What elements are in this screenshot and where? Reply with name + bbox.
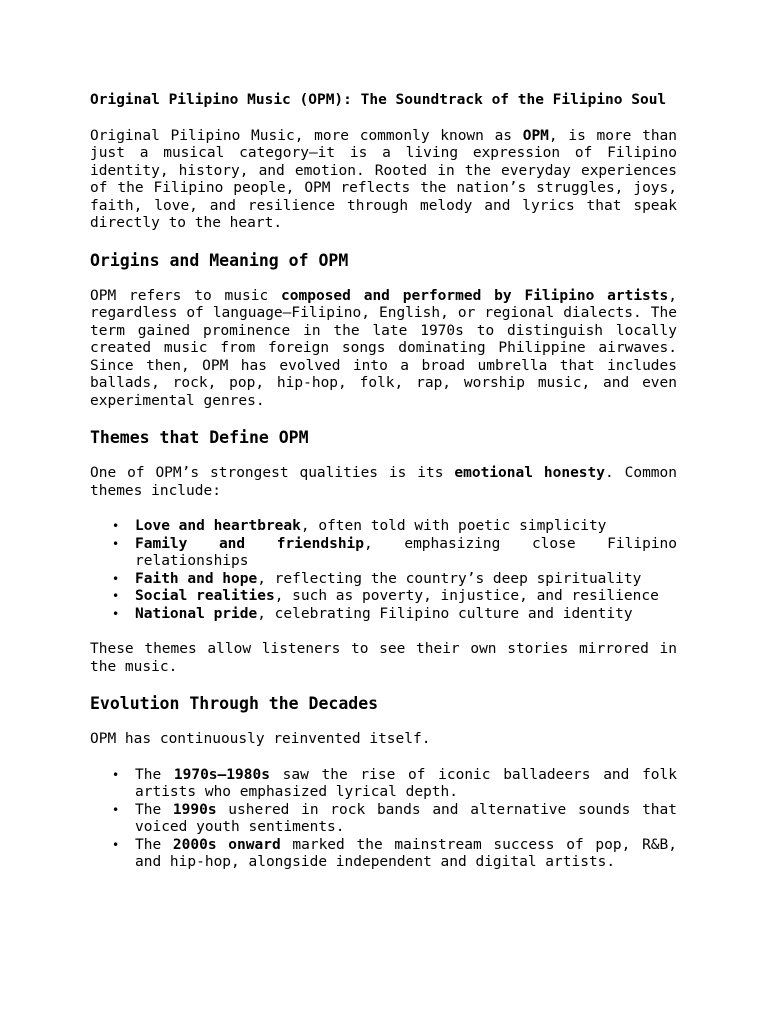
list-item-text: ushered in rock bands and alternative sounds that voiced youth sentiments. [135,801,677,835]
document-title: Original Pilipino Music (OPM): The Soundtrack of the Filipino Soul [90,92,667,108]
origins-text-2: , regardless of language—Filipino, English, or regional dialects. The term gained prominence in the late 1970s to distinguish locally created music from foreign songs dominating Philippine airwaves. Since then, OPM has evolved into a broad umbrella that includes ballads, rock, pop, hip-hop, folk, rap, worship music, and even experimental genres. [90,287,677,409]
list-item-prefix: The [135,836,173,853]
list-item-text: saw the rise of iconic balladeers and folk artists who emphasized lyrical depth. [135,766,677,800]
bullet-icon: • [112,767,120,782]
list-item-text: , celebrating Filipino culture and identity [257,605,633,622]
origins-bold: composed and performed by Filipino artists [281,287,669,304]
themes-intro-bold: emotional honesty [454,465,605,481]
bullet-icon: • [112,606,120,621]
origins-text-1: OPM refers to music [90,287,282,304]
list-item-text: , often told with poetic simplicity [300,518,607,534]
intro-bold-opm: OPM [522,127,549,144]
bullet-icon: • [112,519,120,533]
list-item-bold: Faith and hope [135,570,258,587]
origins-heading: Origins and Meaning of OPM [90,250,349,270]
list-item [90,606,677,624]
list-item-bold: Family and friendship [135,535,365,552]
themes-list [90,518,677,623]
list-item-text: , reflecting the country’s deep spirituality [257,570,642,587]
bullet-icon: • [112,536,120,551]
themes-heading: Themes that Define OPM [90,428,309,447]
bullet-icon: • [112,589,120,603]
list-item [90,767,677,802]
themes-intro-text-2: . Common themes include: [90,465,677,499]
list-item-bold: 2000s onward [172,836,281,853]
themes-intro-paragraph [90,465,677,500]
evolution-list [90,767,677,872]
themes-intro-text-1: One of OPM’s strongest qualities is its [90,465,455,481]
list-item [90,518,677,536]
list-item [90,571,677,589]
themes-closing-paragraph: These themes allow listeners to see their own stories mirrored in the music. [90,641,677,675]
list-item [90,588,677,606]
bullet-icon: • [112,571,120,586]
list-item-text: , emphasizing close Filipino relationships [135,535,678,569]
evolution-intro-paragraph: OPM has continuously reinvented itself. [90,731,431,747]
intro-text-2: , is more than just a musical category—it is a living expression of Filipino identity, history, and emotion. Rooted in the everyday experiences of the Filipino people, OPM reflects the nation’s struggles, joys, faith, love, and resilience through melody and lyrics that speak directly to the heart. [90,127,678,231]
evolution-heading: Evolution Through the Decades [90,694,379,713]
list-item-prefix: The [135,766,174,783]
list-item-prefix: The [135,801,173,818]
list-item [90,802,677,837]
list-item-bold: 1990s [172,801,217,818]
list-item-bold: National pride [135,605,258,622]
origins-paragraph [90,288,677,411]
list-item-bold: Social realities [135,588,275,604]
intro-text-1: Original Pilipino Music, more commonly known as [90,127,523,144]
list-item-text: , such as poverty, injustice, and resilience [274,588,659,604]
bullet-icon: • [112,837,120,852]
list-item-bold: Love and heartbreak [135,518,301,534]
list-item [90,536,677,571]
bullet-icon: • [112,802,120,817]
intro-paragraph [90,128,677,233]
list-item-text: marked the mainstream success of pop, R&B, and hip-hop, alongside independent and digital artists. [135,836,677,870]
list-item-bold: 1970s–1980s [173,766,270,783]
document-page [90,92,677,890]
list-item [90,837,677,872]
